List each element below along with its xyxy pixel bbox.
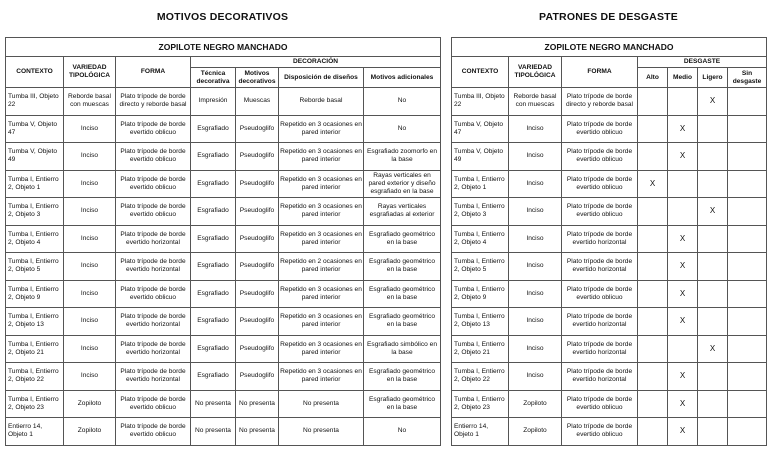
tecnica-cell: Impresión bbox=[191, 88, 236, 116]
table-row bbox=[452, 115, 767, 143]
disposicion-cell: Repetido en 3 ocasiones en pared interior bbox=[279, 170, 364, 198]
forma-cell: Plato trípode de borde evertido oblicuo bbox=[116, 390, 191, 418]
wear-empty-cell bbox=[728, 280, 767, 308]
adicionales-cell: No bbox=[364, 88, 441, 116]
wear-empty-cell bbox=[668, 198, 698, 226]
wear-empty-cell bbox=[698, 170, 728, 198]
motivos-cell: Pseudoglifo bbox=[236, 280, 279, 308]
variedad-cell: Inciso bbox=[64, 170, 116, 198]
wear-empty-cell bbox=[698, 115, 728, 143]
wear-patterns-table bbox=[451, 37, 767, 446]
variedad-cell: Inciso bbox=[64, 225, 116, 253]
table-row bbox=[452, 390, 767, 418]
wear-mark-cell: X bbox=[698, 335, 728, 363]
table-row bbox=[6, 115, 441, 143]
header-variedad: VARIEDAD TIPOLÓGICA bbox=[64, 57, 116, 88]
table-caption: ZOPILOTE NEGRO MANCHADO bbox=[452, 38, 767, 57]
adicionales-cell: Esgrafiado geométrico en la base bbox=[364, 363, 441, 391]
contexto-cell: Tumba I, Entierro 2, Objeto 22 bbox=[6, 363, 64, 391]
table-row bbox=[452, 335, 767, 363]
table-row bbox=[452, 308, 767, 336]
forma-cell: Plato trípode de borde evertido oblicuo bbox=[562, 115, 638, 143]
tecnica-cell: Esgrafiado bbox=[191, 115, 236, 143]
wear-mark-cell: X bbox=[668, 390, 698, 418]
contexto-cell: Tumba I, Entierro 2, Objeto 13 bbox=[6, 308, 64, 336]
forma-cell: Plato trípode de borde evertido horizontal bbox=[562, 225, 638, 253]
variedad-cell: Inciso bbox=[509, 308, 562, 336]
header-tecnica: Técnica decorativa bbox=[191, 68, 236, 88]
forma-cell: Plato trípode de borde evertido oblicuo bbox=[562, 418, 638, 446]
tecnica-cell: Esgrafiado bbox=[191, 363, 236, 391]
tecnica-cell: Esgrafiado bbox=[191, 253, 236, 281]
motivos-cell: Pseudoglifo bbox=[236, 308, 279, 336]
contexto-cell: Tumba I, Entierro 2, Objeto 1 bbox=[6, 170, 64, 198]
contexto-cell: Tumba III, Objeto 22 bbox=[452, 88, 509, 116]
decorative-motifs-table bbox=[5, 37, 441, 446]
contexto-cell: Tumba I, Entierro 2, Objeto 5 bbox=[452, 253, 509, 281]
header-desgaste: DESGASTE bbox=[638, 57, 767, 68]
contexto-cell: Tumba I, Entierro 2, Objeto 4 bbox=[452, 225, 509, 253]
contexto-cell: Tumba I, Entierro 2, Objeto 3 bbox=[452, 198, 509, 226]
contexto-cell: Tumba I, Entierro 2, Objeto 22 bbox=[452, 363, 509, 391]
wear-mark-cell: X bbox=[668, 363, 698, 391]
header-sin-desgaste: Sin desgaste bbox=[728, 68, 767, 88]
variedad-cell: Inciso bbox=[64, 363, 116, 391]
variedad-cell: Zopiloto bbox=[509, 418, 562, 446]
adicionales-cell: Esgrafiado zoomorfo en la base bbox=[364, 143, 441, 171]
forma-cell: Plato trípode de borde directo y reborde basal bbox=[116, 88, 191, 116]
tecnica-cell: No presenta bbox=[191, 390, 236, 418]
contexto-cell: Tumba III, Objeto 22 bbox=[6, 88, 64, 116]
wear-empty-cell bbox=[698, 280, 728, 308]
wear-mark-cell: X bbox=[668, 225, 698, 253]
wear-empty-cell bbox=[698, 308, 728, 336]
forma-cell: Plato trípode de borde evertido horizontal bbox=[116, 253, 191, 281]
contexto-cell: Tumba I, Entierro 2, Objeto 1 bbox=[452, 170, 509, 198]
adicionales-cell: Esgrafiado geométrico en la base bbox=[364, 308, 441, 336]
motivos-cell: Muescas bbox=[236, 88, 279, 116]
wear-empty-cell bbox=[638, 115, 668, 143]
forma-cell: Plato trípode de borde evertido oblicuo bbox=[116, 280, 191, 308]
disposicion-cell: Repetido en 3 ocasiones en pared interior bbox=[279, 143, 364, 171]
adicionales-cell: No bbox=[364, 115, 441, 143]
variedad-cell: Inciso bbox=[64, 143, 116, 171]
contexto-cell: Tumba I, Entierro 2, Objeto 9 bbox=[6, 280, 64, 308]
disposicion-cell: Repetido en 3 ocasiones en pared interior bbox=[279, 115, 364, 143]
table-row bbox=[6, 143, 441, 171]
table-row bbox=[452, 253, 767, 281]
wear-empty-cell bbox=[698, 390, 728, 418]
header-forma: FORMA bbox=[116, 57, 191, 88]
tecnica-cell: Esgrafiado bbox=[191, 280, 236, 308]
wear-mark-cell: X bbox=[698, 198, 728, 226]
adicionales-cell: Esgrafiado geométrico en la base bbox=[364, 280, 441, 308]
contexto-cell: Tumba I, Entierro 2, Objeto 23 bbox=[452, 390, 509, 418]
table-row bbox=[6, 170, 441, 198]
wear-mark-cell: X bbox=[668, 115, 698, 143]
header-medio: Medio bbox=[668, 68, 698, 88]
wear-empty-cell bbox=[638, 308, 668, 336]
wear-empty-cell bbox=[728, 308, 767, 336]
motivos-cell: No presenta bbox=[236, 390, 279, 418]
wear-empty-cell bbox=[638, 335, 668, 363]
table-row bbox=[6, 363, 441, 391]
header-disposicion: Disposición de diseños bbox=[279, 68, 364, 88]
tecnica-cell: Esgrafiado bbox=[191, 198, 236, 226]
wear-empty-cell bbox=[638, 280, 668, 308]
contexto-cell: Tumba V, Objeto 49 bbox=[6, 143, 64, 171]
variedad-cell: Zopiloto bbox=[64, 390, 116, 418]
variedad-cell: Inciso bbox=[509, 363, 562, 391]
forma-cell: Plato trípode de borde evertido horizontal bbox=[116, 363, 191, 391]
header-forma: FORMA bbox=[562, 57, 638, 88]
table-row bbox=[452, 225, 767, 253]
variedad-cell: Inciso bbox=[509, 143, 562, 171]
header-variedad: VARIEDAD TIPOLÓGICA bbox=[509, 57, 562, 88]
wear-mark-cell: X bbox=[668, 280, 698, 308]
variedad-cell: Inciso bbox=[509, 253, 562, 281]
variedad-cell: Inciso bbox=[509, 115, 562, 143]
wear-empty-cell bbox=[668, 170, 698, 198]
table-row bbox=[6, 198, 441, 226]
forma-cell: Plato trípode de borde evertido horizontal bbox=[116, 335, 191, 363]
wear-mark-cell: X bbox=[698, 88, 728, 116]
disposicion-cell: Repetido en 3 ocasiones en pared interior bbox=[279, 335, 364, 363]
forma-cell: Plato trípode de borde evertido oblicuo bbox=[116, 418, 191, 446]
header-contexto: CONTEXTO bbox=[6, 57, 64, 88]
forma-cell: Plato trípode de borde evertido horizontal bbox=[562, 335, 638, 363]
wear-empty-cell bbox=[638, 88, 668, 116]
contexto-cell: Tumba V, Objeto 47 bbox=[6, 115, 64, 143]
wear-empty-cell bbox=[638, 390, 668, 418]
wear-empty-cell bbox=[638, 253, 668, 281]
wear-empty-cell bbox=[728, 170, 767, 198]
disposicion-cell: Repetido en 3 ocasiones en pared interior bbox=[279, 363, 364, 391]
variedad-cell: Inciso bbox=[509, 198, 562, 226]
variedad-cell: Inciso bbox=[509, 280, 562, 308]
table-row bbox=[452, 363, 767, 391]
variedad-cell: Zopiloto bbox=[509, 390, 562, 418]
motivos-cell: Pseudoglifo bbox=[236, 115, 279, 143]
disposicion-cell: Repetido en 3 ocasiones en pared interior bbox=[279, 308, 364, 336]
motivos-cell: Pseudoglifo bbox=[236, 143, 279, 171]
table-row bbox=[6, 390, 441, 418]
tecnica-cell: Esgrafiado bbox=[191, 143, 236, 171]
variedad-cell: Inciso bbox=[64, 198, 116, 226]
wear-empty-cell bbox=[668, 88, 698, 116]
forma-cell: Plato trípode de borde evertido oblicuo bbox=[116, 115, 191, 143]
disposicion-cell: Repetido en 3 ocasiones en pared interior bbox=[279, 225, 364, 253]
header-alto: Alto bbox=[638, 68, 668, 88]
wear-empty-cell bbox=[728, 143, 767, 171]
table-row bbox=[452, 418, 767, 446]
tecnica-cell: Esgrafiado bbox=[191, 308, 236, 336]
right-section-title: PATRONES DE DESGASTE bbox=[539, 11, 678, 23]
forma-cell: Plato trípode de borde evertido oblicuo bbox=[116, 198, 191, 226]
forma-cell: Plato trípode de borde evertido oblicuo bbox=[116, 170, 191, 198]
forma-cell: Plato trípode de borde evertido horizontal bbox=[116, 225, 191, 253]
disposicion-cell: Repetido en 2 ocasiones en pared interior bbox=[279, 253, 364, 281]
adicionales-cell: Esgrafiado simbólico en la base bbox=[364, 335, 441, 363]
disposicion-cell: Reborde basal bbox=[279, 88, 364, 116]
table-row bbox=[452, 198, 767, 226]
motivos-cell: No presenta bbox=[236, 418, 279, 446]
contexto-cell: Tumba I, Entierro 2, Objeto 3 bbox=[6, 198, 64, 226]
forma-cell: Plato trípode de borde evertido oblicuo bbox=[562, 170, 638, 198]
wear-empty-cell bbox=[698, 225, 728, 253]
variedad-cell: Inciso bbox=[64, 308, 116, 336]
wear-empty-cell bbox=[728, 390, 767, 418]
wear-empty-cell bbox=[728, 198, 767, 226]
adicionales-cell: Esgrafiado geométrico en la base bbox=[364, 225, 441, 253]
wear-empty-cell bbox=[638, 418, 668, 446]
variedad-cell: Inciso bbox=[64, 253, 116, 281]
table-caption: ZOPILOTE NEGRO MANCHADO bbox=[6, 38, 441, 57]
contexto-cell: Tumba I, Entierro 2, Objeto 21 bbox=[6, 335, 64, 363]
variedad-cell: Inciso bbox=[64, 280, 116, 308]
contexto-cell: Tumba I, Entierro 2, Objeto 4 bbox=[6, 225, 64, 253]
adicionales-cell: No bbox=[364, 418, 441, 446]
variedad-cell: Inciso bbox=[64, 115, 116, 143]
forma-cell: Plato trípode de borde evertido oblicuo bbox=[562, 198, 638, 226]
tecnica-cell: Esgrafiado bbox=[191, 225, 236, 253]
variedad-cell: Inciso bbox=[509, 335, 562, 363]
wear-empty-cell bbox=[728, 115, 767, 143]
tecnica-cell: Esgrafiado bbox=[191, 170, 236, 198]
wear-empty-cell bbox=[638, 225, 668, 253]
wear-empty-cell bbox=[728, 225, 767, 253]
table-row bbox=[452, 88, 767, 116]
contexto-cell: Tumba I, Entierro 2, Objeto 5 bbox=[6, 253, 64, 281]
wear-empty-cell bbox=[638, 198, 668, 226]
disposicion-cell: Repetido en 3 ocasiones en pared interior bbox=[279, 198, 364, 226]
adicionales-cell: Esgrafiado geométrico en la base bbox=[364, 390, 441, 418]
table-row bbox=[6, 418, 441, 446]
wear-empty-cell bbox=[698, 253, 728, 281]
adicionales-cell: Rayas verticales en pared exterior y diseño esgrafiado en la base bbox=[364, 170, 441, 198]
forma-cell: Plato trípode de borde evertido oblicuo bbox=[562, 280, 638, 308]
contexto-cell: Tumba I, Entierro 2, Objeto 13 bbox=[452, 308, 509, 336]
header-motivos: Motivos decorativos bbox=[236, 68, 279, 88]
wear-empty-cell bbox=[638, 363, 668, 391]
variedad-cell: Inciso bbox=[509, 225, 562, 253]
forma-cell: Plato trípode de borde evertido horizontal bbox=[116, 308, 191, 336]
motivos-cell: Pseudoglifo bbox=[236, 225, 279, 253]
contexto-cell: Tumba I, Entierro 2, Objeto 21 bbox=[452, 335, 509, 363]
forma-cell: Plato trípode de borde evertido oblicuo bbox=[562, 390, 638, 418]
adicionales-cell: Esgrafiado geométrico en la base bbox=[364, 253, 441, 281]
forma-cell: Plato trípode de borde evertido oblicuo bbox=[116, 143, 191, 171]
forma-cell: Plato trípode de borde evertido horizontal bbox=[562, 308, 638, 336]
wear-empty-cell bbox=[668, 335, 698, 363]
variedad-cell: Inciso bbox=[509, 170, 562, 198]
contexto-cell: Tumba I, Entierro 2, Objeto 9 bbox=[452, 280, 509, 308]
contexto-cell: Entierro 14, Objeto 1 bbox=[452, 418, 509, 446]
contexto-cell: Tumba V, Objeto 47 bbox=[452, 115, 509, 143]
motivos-cell: Pseudoglifo bbox=[236, 363, 279, 391]
forma-cell: Plato trípode de borde evertido horizontal bbox=[562, 253, 638, 281]
variedad-cell: Zopiloto bbox=[64, 418, 116, 446]
wear-empty-cell bbox=[728, 335, 767, 363]
motivos-cell: Pseudoglifo bbox=[236, 335, 279, 363]
variedad-cell: Reborde basal con muescas bbox=[64, 88, 116, 116]
contexto-cell: Entierro 14, Objeto 1 bbox=[6, 418, 64, 446]
forma-cell: Plato trípode de borde evertido oblicuo bbox=[562, 143, 638, 171]
wear-empty-cell bbox=[728, 88, 767, 116]
wear-empty-cell bbox=[698, 143, 728, 171]
motivos-cell: Pseudoglifo bbox=[236, 170, 279, 198]
table-row bbox=[6, 253, 441, 281]
wear-empty-cell bbox=[728, 418, 767, 446]
disposicion-cell: No presenta bbox=[279, 390, 364, 418]
header-ligero: Ligero bbox=[698, 68, 728, 88]
table-row bbox=[452, 280, 767, 308]
wear-empty-cell bbox=[638, 143, 668, 171]
table-row bbox=[6, 335, 441, 363]
tecnica-cell: No presenta bbox=[191, 418, 236, 446]
table-row bbox=[6, 88, 441, 116]
variedad-cell: Inciso bbox=[64, 335, 116, 363]
wear-empty-cell bbox=[698, 418, 728, 446]
wear-mark-cell: X bbox=[668, 308, 698, 336]
adicionales-cell: Rayas verticales esgrafiadas al exterior bbox=[364, 198, 441, 226]
disposicion-cell: Repetido en 3 ocasiones en pared interior bbox=[279, 280, 364, 308]
forma-cell: Plato trípode de borde directo y reborde basal bbox=[562, 88, 638, 116]
disposicion-cell: No presenta bbox=[279, 418, 364, 446]
contexto-cell: Tumba V, Objeto 49 bbox=[452, 143, 509, 171]
table-row bbox=[6, 308, 441, 336]
wear-mark-cell: X bbox=[668, 253, 698, 281]
variedad-cell: Reborde basal con muescas bbox=[509, 88, 562, 116]
header-adicionales: Motivos adicionales bbox=[364, 68, 441, 88]
motivos-cell: Pseudoglifo bbox=[236, 253, 279, 281]
header-decoracion: DECORACIÓN bbox=[191, 57, 441, 68]
contexto-cell: Tumba I, Entierro 2, Objeto 23 bbox=[6, 390, 64, 418]
table-row bbox=[452, 170, 767, 198]
motivos-cell: Pseudoglifo bbox=[236, 198, 279, 226]
wear-mark-cell: X bbox=[638, 170, 668, 198]
header-contexto: CONTEXTO bbox=[452, 57, 509, 88]
table-row bbox=[6, 280, 441, 308]
left-section-title: MOTIVOS DECORATIVOS bbox=[156, 11, 289, 23]
table-row bbox=[452, 143, 767, 171]
wear-empty-cell bbox=[728, 363, 767, 391]
wear-mark-cell: X bbox=[668, 418, 698, 446]
table-row bbox=[6, 225, 441, 253]
wear-mark-cell: X bbox=[668, 143, 698, 171]
forma-cell: Plato trípode de borde evertido horizontal bbox=[562, 363, 638, 391]
wear-empty-cell bbox=[728, 253, 767, 281]
tecnica-cell: Esgrafiado bbox=[191, 335, 236, 363]
wear-empty-cell bbox=[698, 363, 728, 391]
